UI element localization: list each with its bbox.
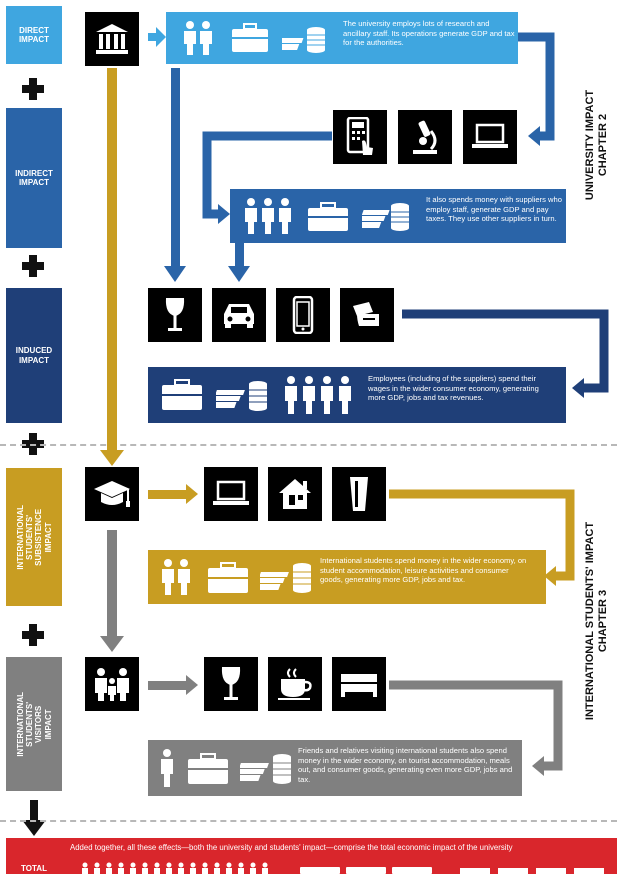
drink-glass-icon [332, 467, 386, 521]
direct-impact-label: DIRECT IMPACT [6, 6, 62, 64]
money-icon [260, 558, 314, 596]
induced-impact-text: Employees (including of the suppliers) spend their wages in the wider consumer economy, generating more GDP, jobs and tax revenues. [368, 374, 539, 403]
money-row-icon [458, 864, 608, 874]
total-impact-label: TOTAL [6, 838, 62, 874]
money-icon [362, 198, 412, 234]
briefcase-icon [160, 378, 204, 412]
direct-impact-band [166, 12, 518, 64]
subsistence-impact-band [148, 550, 546, 604]
university-impact-label: UNIVERSITY IMPACT CHAPTER 2 [584, 89, 610, 201]
house-icon [268, 467, 322, 521]
briefcase-row-icon [298, 864, 438, 874]
mobile-phone-icon [276, 288, 330, 342]
wine-glass-icon [148, 288, 202, 342]
indirect-impact-label: INDIRECT IMPACT [6, 108, 62, 248]
students-impact-label: INTERNATIONAL STUDENTS' IMPACT CHAPTER 3 [584, 521, 610, 721]
direct-impact-text: The university employs lots of research and ancillary staff. Its operations generate GDP and tax for the authorities. [343, 19, 515, 48]
people-icon [158, 558, 194, 596]
bed-icon [332, 657, 386, 711]
wine-glass-icon [204, 657, 258, 711]
indirect-impact-text: It also spends money with suppliers who employ staff, generate GDP and pay taxes. They use other suppliers in turn. [426, 195, 562, 224]
people-icon [282, 375, 354, 415]
induced-impact-label: INDUCED IMPACT [6, 288, 62, 423]
laptop-icon [463, 110, 517, 164]
visitors-impact-band [148, 740, 522, 796]
briefcase-icon [230, 22, 270, 54]
indirect-impact-band [230, 189, 566, 243]
briefcase-icon [186, 752, 230, 786]
calculator-icon [333, 110, 387, 164]
visitors-impact-label: INTERNATIONAL STUDENTS' VISITORS IMPACT [6, 657, 62, 791]
subsistence-impact-label: INTERNATIONAL STUDENTS' SUBSISTENCE IMPACT [6, 468, 62, 606]
subsistence-impact-text: International students spend money in the wider economy, on student accommodation, leisure activities and consumer goods, generating more GDP, jobs and tax. [320, 556, 527, 585]
person-icon [158, 748, 176, 788]
induced-impact-band [148, 367, 566, 423]
people-icon [180, 20, 216, 56]
car-icon [212, 288, 266, 342]
money-icon [216, 376, 270, 414]
briefcase-icon [306, 201, 350, 233]
visitors-impact-text: Friends and relatives visiting international students also spend money in the wider economy, on tourist accommodation, meals out, and consumer goods, generating even more GDP, jobs and tax. [298, 746, 513, 785]
people-row-icon [80, 862, 280, 874]
university-icon [85, 12, 139, 66]
ticket-icon [340, 288, 394, 342]
people-icon [242, 197, 294, 235]
family-icon [85, 657, 139, 711]
briefcase-icon [206, 561, 250, 595]
total-impact-text: Added together, all these effects—both the university and students' impact—comprise the total economic impact of the university [70, 843, 513, 852]
money-icon [282, 20, 328, 56]
laptop-icon [204, 467, 258, 521]
money-icon [240, 749, 294, 787]
coffee-cup-icon [268, 657, 322, 711]
microscope-icon [398, 110, 452, 164]
total-impact-band [62, 838, 617, 874]
graduation-cap-icon [85, 467, 139, 521]
